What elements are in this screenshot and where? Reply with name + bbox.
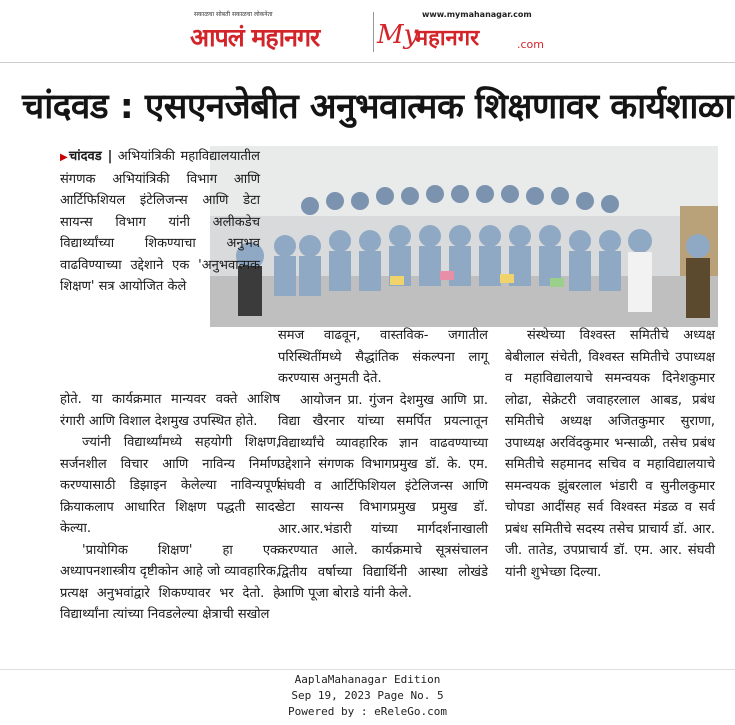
article-column-2 [278,325,488,605]
group-photo-illustration [210,146,718,327]
site-url: www.mymahanagar.com [422,10,532,19]
dateline-text: चांदवड | [69,149,113,164]
article-column-3 [505,325,715,583]
masthead [0,0,735,62]
lead-text: अभियांत्रिकी महाविद्यालयातील संगणक अभियांत्रिकी विभाग आणि आर्टिफिशियल इंटेलिजन्स आणि डेटा सायन्स विभाग यांनी अलीकडेच विद्यार्थ्यांच्या शिकण्याचा अनुभव वाढविण्याच्या उद्देशाने एक 'अनुभवात्मक शिक्षण' सत्र आयोजित केले [60,149,260,294]
para-organizers: आयोजन प्रा. गुंजन देशमुख आणि प्रा. विद्या खैरनार यांच्या समर्पित प्रयत्नातून विद्यार्थ्यांचे व्यावहारिक ज्ञान वाढवण्याच्या उद्देशाने संगणक विभागप्रमुख डॉ. के. एम. संघवी व आर्टिफिशियल इंटेलिजन्स आणि डेटा सायन्स विभागप्रमुख प्रमुख डॉ. आर.आर.भंडारी यांच्या मार्गदर्शनाखाली करण्यात आले. कार्यक्रमाचे सूत्रसंचालन द्वितीय वर्षाच्या विद्यार्थिनी आस्था लोखंडे आणि पूजा बोराडे यांनी केले. [278,392,488,601]
article-headline: चांदवड : एसएनजेबीत अनुभवात्मक शिक्षणावर कार्यशाळा [22,87,734,127]
powered-by[interactable]: Powered by : eReleGo.com [288,705,447,718]
para-speakers: होते. या कार्यक्रमात मान्यवर वक्ते आशिष रंगारी आणि विशाल देशमुख उपस्थित होते. [60,392,280,429]
para-trustees: संस्थेच्या विश्वस्त समितीचे अध्यक्ष बेबीलाल संचेती, विश्वस्त समितीचे उपाध्यक्ष व महाविद्यालयाचे समन्वयक दिनेशकुमार लोढा, सेक्रेटरी जवाहरलाल आबड, प्रबंध समितीचे अध्यक्ष अजितकुमार सुराणा, उपाध्यक्ष अरविंदकुमार भन्साळी, तसेच प्रबंध समितीचे सहमानद सचिव व महाविद्यालयाचे समन्वयक झुंबरलाल भंडारी व सुनीलकुमार चोपडा आदींसह सर्व विश्वस्त मंडळ व सर्व प्रबंध समितीचे सदस्य तसेच प्राचार्य डॉ. आर. जी. तातेड, उपप्राचार्य डॉ. एम. आर. संघवी यांनी शुभेच्छा दिल्या. [505,328,715,580]
logo-name: आपलं महानगर [190,23,320,52]
logo-my: My [377,20,419,50]
edition-date-page: Sep 19, 2023 Page No. 5 [291,689,444,702]
footer-rule [0,669,735,670]
dateline-marker-icon: ▶ [60,152,70,163]
logo-name-2: महानगर [415,26,480,51]
logo-divider [373,12,374,52]
para-experiential: 'प्रायोगिक शिक्षण' हा एक अध्यापनशास्त्रीय दृष्टीकोन आहे जो व्यावहारिक, प्रत्यक्ष अनुभवांद्वारे शिकण्यावर भर देतो. हे विद्यार्थ्यांना त्यांच्या निवडलेल्या क्षेत्राची सखोल [60,542,280,622]
article-column-1-continued [60,389,280,626]
my-mahanagar-logo[interactable] [377,10,547,54]
para-application: समज वाढवून, वास्तविक- जगातील परिस्थितींमध्ये सैद्धांतिक संकल्पना लागू करण्यास अनुमती देते. [278,328,488,386]
edition-name: AaplaMahanagar Edition [294,673,441,686]
logo-com: .com [517,38,544,51]
group-photo [210,146,718,327]
dateline [60,149,112,164]
article-column-1 [60,146,260,298]
para-methods: ज्यांनी विद्यार्थ्यांमध्ये सहयोगी शिक्षण, सर्जनशील विचार आणि नाविन्य निर्माण करण्यासाठी डिझाइन केलेल्या नाविन्यपूर्ण क्रियाकलाप आधारित शिक्षण पद्धती सादर केल्या. [60,435,280,536]
aapla-mahanagar-logo[interactable] [190,10,373,54]
logo-tagline: सकाळचा सोबती सकाळचा लोकनेता [194,11,273,18]
edition-footer [0,672,735,720]
